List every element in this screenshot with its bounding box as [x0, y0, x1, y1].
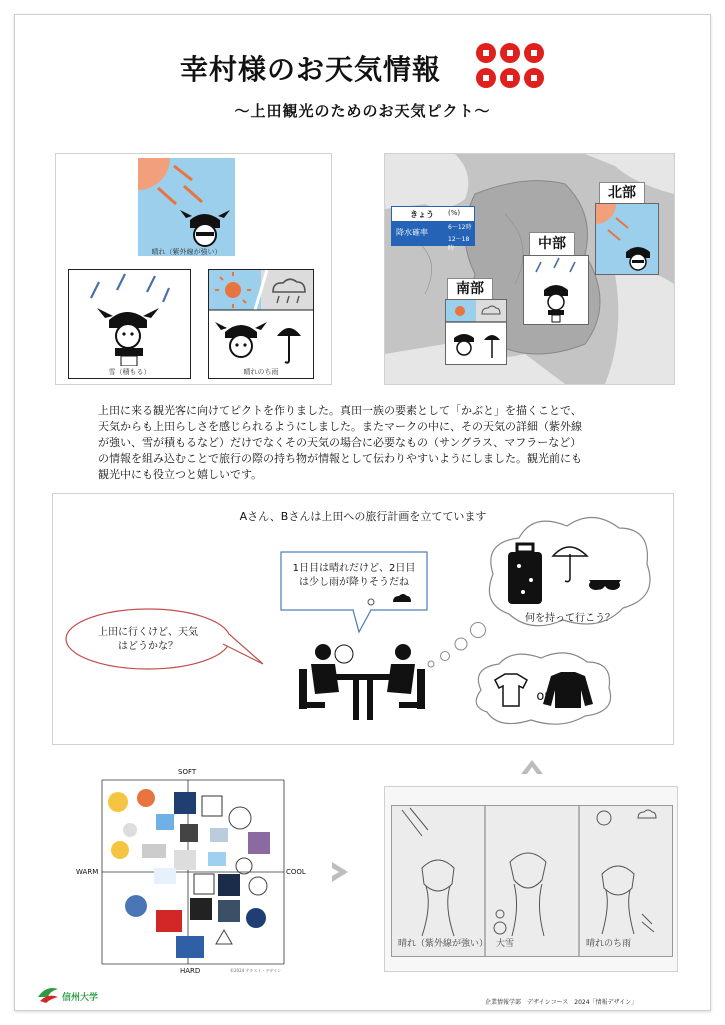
weather-map-panel [384, 153, 675, 385]
snow-caption: 雪（積もる） [108, 368, 151, 376]
chevron-up-icon [519, 756, 545, 776]
chevron-right-icon [330, 860, 352, 884]
south-rain-pictogram [445, 299, 507, 365]
rokumonsen-crest-icon [474, 41, 546, 91]
thought-or-text: or [536, 689, 550, 704]
description-line: 上田に来る観光客に向けてピクトを作りました。真田一族の要素として「かぶと」を描くことで、 [98, 404, 582, 417]
legend-slot2: 12～18時 [448, 236, 470, 252]
north-sunny-pictogram [595, 203, 659, 275]
positioning-map [70, 768, 320, 978]
axis-top-label: SOFT [178, 768, 197, 776]
region-middle-label: 中部 [529, 232, 575, 256]
bubble-b-text: 1日目は晴れだけど、2日目 は少し雨が降りそうだね [292, 563, 416, 588]
course-credit: 企業情報学部 デザインコース 2024「情報デザイン」 [485, 999, 638, 1006]
description-line: 観光中にも役立つと嬉しいです。 [98, 468, 263, 481]
page-title: 幸村様のお天気情報 [180, 53, 442, 86]
positioning-credit: ©2024 テキスト・デザイン [230, 968, 282, 973]
description-paragraph [98, 403, 638, 483]
description-line: の情報を組み込むことで旅行の際の持ち物が情報として伝わりやすいようにしました。観光前にも [98, 452, 582, 465]
sketch-caption-1: 晴れ（紫外線が強い） [398, 939, 489, 949]
sketch-panel [384, 786, 678, 972]
legend-label: 降水確率 [396, 228, 428, 237]
description-line: 天気からも上田らしさを感じられるようにしました。またマークの中に、その天気の詳細（紫外線 [98, 420, 582, 433]
middle-snow-pictogram [523, 255, 589, 325]
axis-left-label: WARM [76, 868, 99, 876]
positioning-map-grid [70, 768, 320, 978]
middle-snow-icon [524, 256, 588, 324]
sketch-caption-2: 大雪 [496, 939, 515, 949]
axis-right-label: COOL [286, 868, 306, 876]
scenario-heading: Aさん、Bさんは上田への旅行計画を立てています [239, 510, 487, 523]
region-south-label: 南部 [447, 278, 493, 300]
page-subtitle: ～上田観光のためのお天気ピクト～ [234, 102, 491, 120]
north-sunny-icon [596, 204, 658, 274]
south-clear-later-rain-icon [446, 300, 506, 364]
description-line: が強い、雪が積もるなど）だけでなくその天気の場合に必要なもの（サングラス、マフラーなど） [98, 436, 582, 449]
sunny-helmet-icon [138, 158, 235, 248]
thought-items-text: 何を持って行こう？ [525, 613, 615, 624]
clear-later-rain-caption: 晴れのち雨 [243, 368, 279, 376]
axis-bottom-label: HARD [180, 967, 201, 975]
university-name: 信州大学 [62, 993, 99, 1003]
bubble-a-text: 上田に行くけど、天気 はどうかな？ [98, 627, 198, 652]
sketch-sheet [391, 805, 673, 957]
scenario-panel [52, 493, 674, 745]
precip-legend [391, 206, 475, 252]
helmet-sketches [392, 806, 672, 956]
sunny-pictogram [138, 158, 235, 256]
university-logo-icon [36, 983, 60, 1005]
snow-helmet-icon [69, 270, 190, 366]
clear-later-rain-icon [209, 270, 313, 366]
snow-pictogram [68, 269, 191, 379]
legend-title: きょう [410, 210, 434, 219]
region-north-label: 北部 [599, 182, 645, 204]
legend-slot1: 6～12時 [448, 224, 472, 231]
clear-later-rain-pictogram [208, 269, 314, 379]
pictogram-panel [55, 153, 332, 385]
sunny-caption: 晴れ（紫外線が強い） [151, 248, 222, 256]
sketch-caption-3: 晴れのち雨 [586, 939, 632, 949]
legend-unit: (%) [448, 209, 461, 217]
